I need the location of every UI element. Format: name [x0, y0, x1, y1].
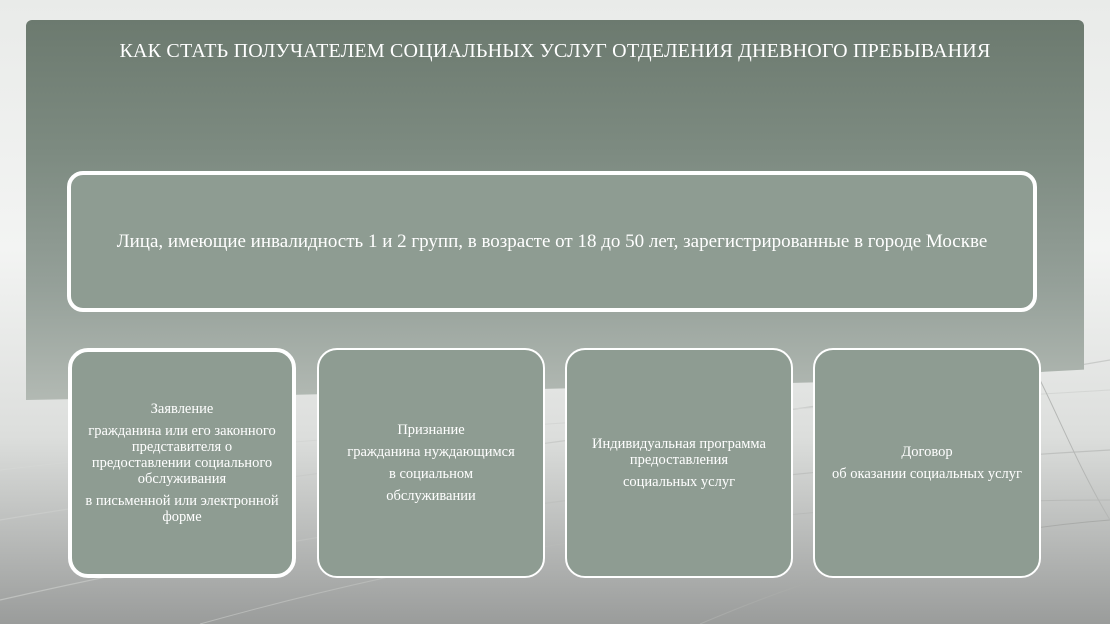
eligibility-box: [67, 171, 1037, 312]
card-line: в социальном: [389, 466, 473, 482]
eligibility-text: Лица, имеющие инвалидность 1 и 2 групп, в возрасте от 18 до 50 лет, зарегистрированные в городе Москве: [116, 230, 988, 252]
card-line: Договор: [901, 444, 953, 460]
card-line: гражданина или его законного представителя о предоставлении социального обслуживания: [88, 423, 276, 487]
card-line: гражданина нуждающимся: [347, 444, 515, 460]
step-card-application: [68, 348, 296, 578]
step-card-recognition: [317, 348, 545, 578]
card-line: социальных услуг: [622, 474, 736, 490]
card-line: об оказании социальных услуг: [832, 466, 1022, 482]
card-line: в письменной или электронной форме: [85, 493, 279, 525]
slide-title: КАК СТАТЬ ПОЛУЧАТЕЛЕМ СОЦИАЛЬНЫХ УСЛУГ ОТДЕЛЕНИЯ ДНЕВНОГО ПРЕБЫВАНИЯ: [119, 40, 991, 62]
card-line: Индивидуальная программа предоставления: [592, 436, 766, 468]
step-card-contract: [813, 348, 1041, 578]
card-line: Заявление: [150, 401, 214, 417]
card-line: Признание: [397, 422, 465, 438]
step-card-program: [565, 348, 793, 578]
card-line: обслуживании: [386, 488, 476, 504]
